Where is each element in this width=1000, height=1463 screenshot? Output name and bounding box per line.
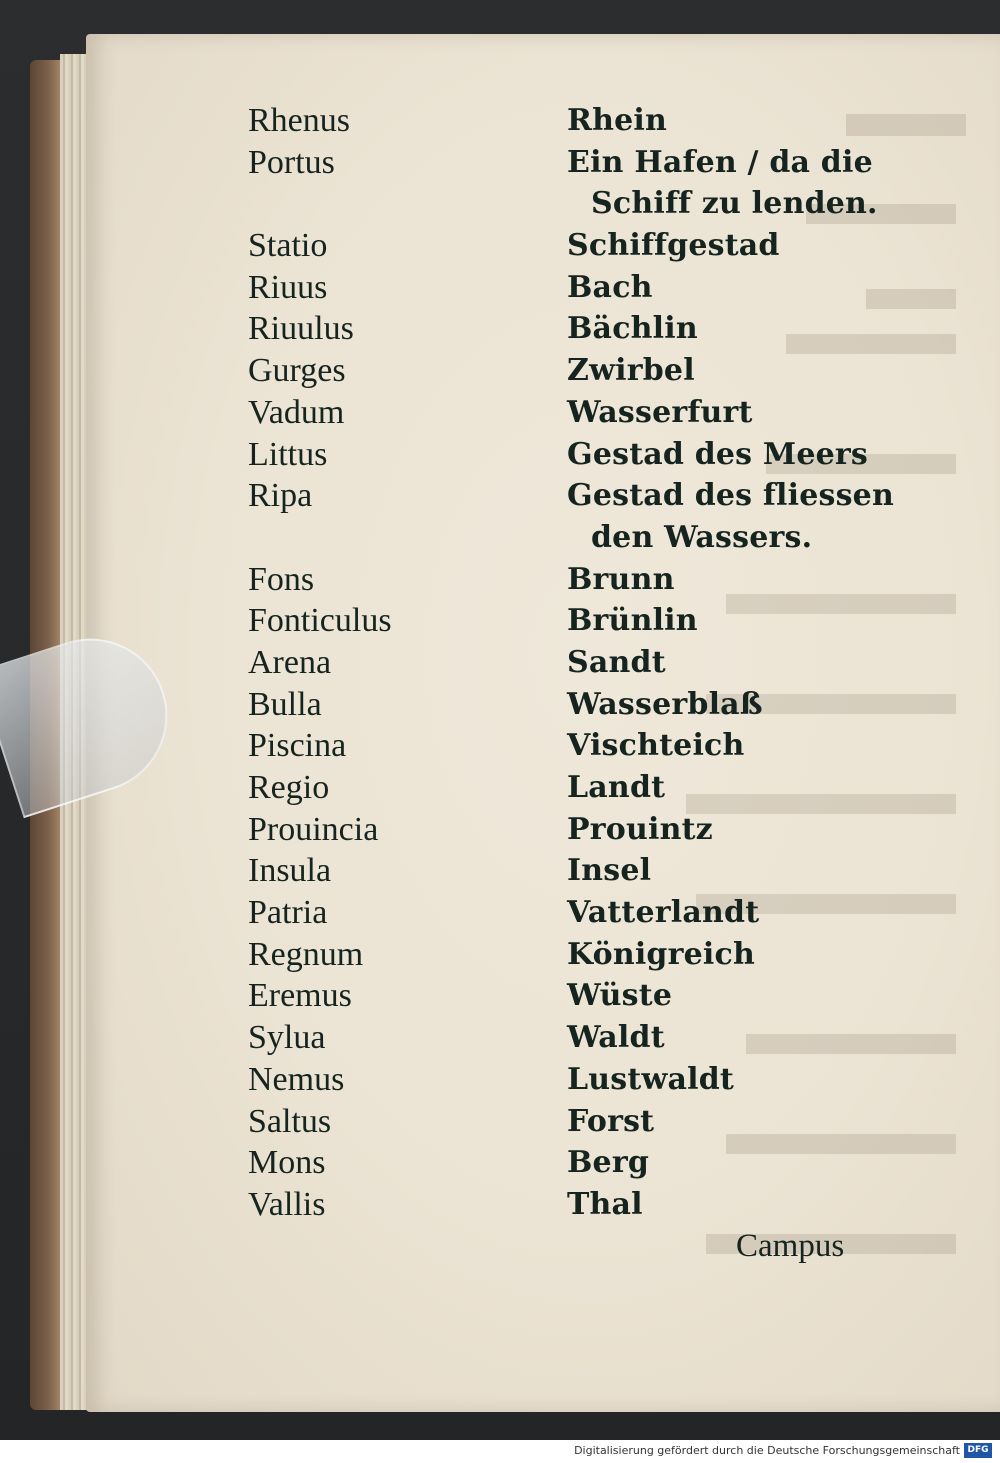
german-term (567, 475, 894, 558)
latin-term: Fons (248, 560, 315, 598)
german-term (567, 1059, 894, 1101)
latin-term: Arena (248, 643, 332, 681)
latin-term: Bulla (248, 685, 322, 723)
latin-term: Nemus (248, 1060, 345, 1098)
german-term-text: Schiffgestad (567, 228, 780, 264)
latin-term: Fonticulus (248, 602, 392, 640)
german-term (567, 850, 894, 892)
german-term-text: Landt (567, 770, 666, 806)
latin-term: Saltus (248, 1102, 332, 1140)
german-term (567, 767, 894, 809)
german-term-text: Gestad des Meers (567, 436, 868, 472)
german-term-continuation: Schiff zu lenden. (591, 186, 878, 222)
latin-term: Regio (248, 769, 330, 807)
german-term (567, 559, 894, 601)
german-term-text: Thal (567, 1186, 643, 1222)
german-term-text: Berg (567, 1145, 650, 1181)
german-term-text: Zwirbel (567, 353, 695, 389)
german-term (567, 892, 894, 934)
latin-term: Prouincia (248, 810, 379, 848)
german-term-text: Wüste (567, 978, 673, 1014)
latin-term: Sylua (248, 1019, 326, 1057)
german-term-text: Lustwaldt (567, 1061, 734, 1097)
german-term (567, 350, 894, 392)
german-term (567, 392, 894, 434)
latin-term: Vadum (248, 393, 345, 431)
german-term-text: Wasserblaß (567, 686, 763, 722)
german-term-text: Königreich (567, 936, 755, 972)
german-term-text: Sandt (567, 644, 666, 680)
latin-term: Regnum (248, 935, 364, 973)
german-term (567, 100, 894, 142)
latin-term: Statio (248, 227, 328, 265)
german-term (567, 975, 894, 1017)
latin-term: Insula (248, 852, 332, 890)
german-column (567, 100, 894, 1226)
german-term-text: Vischteich (567, 728, 745, 764)
latin-term: Rhenus (248, 102, 350, 139)
german-term-text: Bach (567, 269, 653, 305)
german-term-text: Wasserfurt (567, 394, 753, 430)
german-term (567, 142, 894, 225)
latin-term: Eremus (248, 977, 352, 1015)
german-term (567, 1184, 894, 1226)
german-term (567, 642, 894, 684)
latin-term: Piscina (248, 727, 347, 765)
german-term (567, 308, 894, 350)
latin-term: Gurges (248, 352, 346, 390)
german-term (567, 934, 894, 976)
latin-term: Mons (248, 1144, 326, 1182)
latin-term: Portus (248, 143, 335, 181)
german-term (567, 267, 894, 309)
latin-term: Riuulus (248, 310, 354, 348)
german-term-text: Vatterlandt (567, 895, 760, 931)
german-term-text: Rhein (567, 103, 668, 138)
latin-term: Patria (248, 894, 328, 932)
latin-term: Vallis (248, 1185, 326, 1223)
german-term (567, 434, 894, 476)
german-term-continuation: den Wassers. (591, 519, 813, 555)
german-term (567, 809, 894, 851)
footer-bar (0, 1440, 1000, 1463)
latin-term: Riuus (248, 268, 328, 306)
german-term (567, 1017, 894, 1059)
german-term-text: Forst (567, 1103, 655, 1139)
german-term (567, 1101, 894, 1143)
german-term-text: Bächlin (567, 311, 698, 347)
german-term-text: Prouintz (567, 811, 713, 847)
german-term (567, 684, 894, 726)
catchword: Campus (736, 1228, 845, 1264)
german-term (567, 225, 894, 267)
latin-term: Ripa (248, 477, 313, 515)
footer-credit: Digitalisierung gefördert durch die Deutsche Forschungsgemeinschaft (574, 1444, 960, 1457)
german-term-text: Ein Hafen / da die (567, 144, 873, 180)
german-term-text: Brunn (567, 561, 675, 597)
latin-term: Littus (248, 435, 328, 473)
latin-column (248, 100, 392, 1226)
german-term-text: Brünlin (567, 603, 698, 639)
german-term-text: Waldt (567, 1020, 665, 1056)
dfg-logo: DFG (964, 1443, 992, 1458)
german-term-text: Gestad des fliessen (567, 478, 894, 514)
german-term (567, 1142, 894, 1184)
german-term-text: Insel (567, 853, 652, 889)
german-term (567, 600, 894, 642)
german-term (567, 725, 894, 767)
